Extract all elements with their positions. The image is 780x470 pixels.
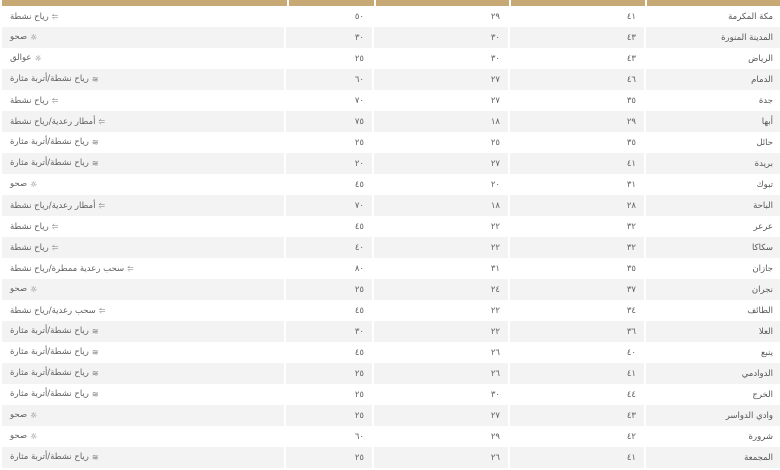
- table-row: [1, 363, 780, 384]
- table-row: [1, 447, 780, 468]
- table-row: [1, 111, 780, 132]
- sun-icon: ☼: [30, 179, 38, 189]
- weather-state: [10, 32, 37, 42]
- sun-icon: ☼: [30, 410, 38, 420]
- thunder-wind-icon: ⥢: [127, 263, 134, 273]
- city-cell: نجران: [645, 279, 780, 300]
- humidity-cell: ٨٠: [285, 258, 373, 279]
- table-header-bar: [0, 0, 780, 6]
- min-temp-cell: ٢٧: [373, 69, 509, 90]
- humidity-cell: ٤٥: [285, 216, 373, 237]
- max-temp-cell: ٢٨: [509, 195, 645, 216]
- city-cell: وادي الدواسر: [645, 405, 780, 426]
- max-temp-cell: ٤١: [509, 153, 645, 174]
- humidity-cell: ٤٠: [285, 237, 373, 258]
- min-temp-cell: ٢٢: [373, 321, 509, 342]
- humidity-cell: ٢٠: [285, 153, 373, 174]
- sun-icon: ☼: [34, 53, 42, 63]
- city-cell: الرياض: [645, 48, 780, 69]
- table-row: [1, 426, 780, 447]
- weather-state: [10, 137, 99, 147]
- sun-icon: ☼: [30, 284, 38, 294]
- dust-icon: ≋: [91, 368, 99, 378]
- weather-state: [10, 368, 99, 378]
- sun-icon: ☼: [30, 431, 38, 441]
- weather-state-cell: [1, 48, 285, 69]
- humidity-cell: ٤٥: [285, 174, 373, 195]
- table-row: [1, 69, 780, 90]
- humidity-cell: ٦٠: [285, 426, 373, 447]
- min-temp-cell: ٢٢: [373, 300, 509, 321]
- max-temp-cell: ٤١: [509, 447, 645, 468]
- weather-state-cell: [1, 237, 285, 258]
- weather-state-cell: [1, 363, 285, 384]
- max-temp-cell: ٤٣: [509, 48, 645, 69]
- weather-state: [10, 74, 99, 84]
- table-row: [1, 195, 780, 216]
- weather-state: [10, 96, 58, 106]
- table-row: [1, 258, 780, 279]
- max-temp-cell: ٤٣: [509, 27, 645, 48]
- weather-state-label: رياح نشطة: [10, 11, 49, 22]
- min-temp-cell: ٢٩: [373, 426, 509, 447]
- humidity-cell: ٤٥: [285, 342, 373, 363]
- table-row: [1, 6, 780, 27]
- humidity-cell: ٤٥: [285, 300, 373, 321]
- humidity-cell: ٥٠: [285, 6, 373, 27]
- humidity-cell: ٧٠: [285, 90, 373, 111]
- weather-state: [10, 410, 37, 420]
- dust-icon: ≋: [91, 137, 99, 147]
- humidity-cell: ٢٥: [285, 48, 373, 69]
- min-temp-cell: ١٨: [373, 195, 509, 216]
- weather-state: [10, 284, 37, 294]
- city-cell: عرعر: [645, 216, 780, 237]
- dust-icon: ≋: [91, 158, 99, 168]
- city-cell: الطائف: [645, 300, 780, 321]
- weather-state: [10, 326, 99, 336]
- table-row: [1, 90, 780, 111]
- weather-state-label: رياح نشطة/أتربة مثارة: [10, 368, 89, 379]
- city-cell: جدة: [645, 90, 780, 111]
- table-row: [1, 27, 780, 48]
- city-cell: العلا: [645, 321, 780, 342]
- table-row: [1, 405, 780, 426]
- weather-state-label: رياح نشطة/أتربة مثارة: [10, 137, 89, 148]
- table-row: [1, 279, 780, 300]
- min-temp-cell: ٢٦: [373, 342, 509, 363]
- min-temp-cell: ٣١: [373, 258, 509, 279]
- weather-state-cell: [1, 27, 285, 48]
- weather-state-label: رياح نشطة: [10, 95, 49, 106]
- max-temp-cell: ٣٢: [509, 237, 645, 258]
- min-temp-cell: ٣٠: [373, 384, 509, 405]
- humidity-cell: ٣٠: [285, 321, 373, 342]
- weather-state-cell: [1, 447, 285, 468]
- wind-icon: ⥢: [51, 242, 59, 252]
- city-cell: حائل: [645, 132, 780, 153]
- weather-state: [10, 222, 58, 232]
- table-row: [1, 132, 780, 153]
- min-temp-cell: ٣٠: [373, 27, 509, 48]
- max-temp-cell: ٣٢: [509, 216, 645, 237]
- city-cell: الدمام: [645, 69, 780, 90]
- min-temp-cell: ٢٧: [373, 153, 509, 174]
- min-temp-cell: ٢٥: [373, 132, 509, 153]
- humidity-cell: ٣٠: [285, 27, 373, 48]
- table-row: [1, 153, 780, 174]
- max-temp-cell: ٣٥: [509, 132, 645, 153]
- thunder-wind-icon: ⥢: [98, 116, 105, 126]
- min-temp-cell: ٢٢: [373, 216, 509, 237]
- humidity-cell: ٢٥: [285, 132, 373, 153]
- weather-state-label: صحو: [10, 284, 28, 295]
- max-temp-cell: ٤٣: [509, 405, 645, 426]
- city-cell: ينبع: [645, 342, 780, 363]
- city-cell: أبها: [645, 111, 780, 132]
- weather-state-cell: [1, 426, 285, 447]
- header-cell-state: [2, 0, 287, 6]
- weather-state-cell: [1, 279, 285, 300]
- weather-state-cell: [1, 90, 285, 111]
- max-temp-cell: ٤١: [509, 363, 645, 384]
- weather-state-label: رياح نشطة/أتربة مثارة: [10, 158, 89, 169]
- table-row: [1, 384, 780, 405]
- min-temp-cell: ١٨: [373, 111, 509, 132]
- header-cell-city: [647, 0, 780, 6]
- sun-icon: ☼: [30, 32, 38, 42]
- wind-icon: ⥢: [51, 221, 59, 231]
- city-cell: المجمعة: [645, 447, 780, 468]
- max-temp-cell: ٤٢: [509, 426, 645, 447]
- table-row: [1, 216, 780, 237]
- weather-state: [10, 243, 58, 253]
- city-cell: تبوك: [645, 174, 780, 195]
- weather-table-body: [1, 6, 780, 468]
- weather-state: [10, 347, 99, 357]
- weather-state-cell: [1, 216, 285, 237]
- min-temp-cell: ٢٧: [373, 405, 509, 426]
- humidity-cell: ٢٥: [285, 384, 373, 405]
- table-row: [1, 237, 780, 258]
- header-cell-max: [511, 0, 644, 6]
- weather-state-label: أمطار رعدية/رياح نشطة: [10, 116, 96, 127]
- weather-state: [10, 179, 37, 189]
- weather-state-label: رياح نشطة/أتربة مثارة: [10, 326, 89, 337]
- max-temp-cell: ٣٥: [509, 90, 645, 111]
- min-temp-cell: ٢٤: [373, 279, 509, 300]
- max-temp-cell: ٣٧: [509, 279, 645, 300]
- weather-state: [10, 158, 99, 168]
- weather-state-label: صحو: [10, 32, 28, 43]
- thunder-wind-icon: ⥢: [98, 200, 105, 210]
- weather-state-cell: [1, 300, 285, 321]
- dust-icon: ≋: [91, 326, 99, 336]
- header-cell-min: [376, 0, 509, 6]
- weather-state-label: سحب رعدية ممطرة/رياح نشطة: [10, 263, 125, 274]
- dust-icon: ≋: [91, 452, 99, 462]
- min-temp-cell: ٣٠: [373, 48, 509, 69]
- table-row: [1, 321, 780, 342]
- min-temp-cell: ٢٩: [373, 6, 509, 27]
- min-temp-cell: ٢٠: [373, 174, 509, 195]
- humidity-cell: ٧٠: [285, 195, 373, 216]
- weather-state: [10, 389, 99, 399]
- city-cell: المدينة المنورة: [645, 27, 780, 48]
- max-temp-cell: ٣٤: [509, 300, 645, 321]
- table-row: [1, 342, 780, 363]
- min-temp-cell: ٢٦: [373, 447, 509, 468]
- thunder-wind-icon: ⥢: [98, 305, 106, 315]
- weather-state-cell: [1, 174, 285, 195]
- weather-state: [10, 431, 37, 441]
- weather-state-cell: [1, 321, 285, 342]
- dust-icon: ≋: [91, 347, 99, 357]
- weather-state-cell: [1, 132, 285, 153]
- weather-state-label: صحو: [10, 410, 28, 421]
- humidity-cell: ٢٥: [285, 405, 373, 426]
- humidity-cell: ٢٥: [285, 279, 373, 300]
- max-temp-cell: ٣٥: [509, 258, 645, 279]
- max-temp-cell: ٢٩: [509, 111, 645, 132]
- weather-state-label: صحو: [10, 179, 28, 190]
- max-temp-cell: ٤٠: [509, 342, 645, 363]
- city-cell: الخرج: [645, 384, 780, 405]
- weather-state: [10, 117, 105, 127]
- max-temp-cell: ٤٦: [509, 69, 645, 90]
- weather-state-label: رياح نشطة/أتربة مثارة: [10, 452, 89, 463]
- weather-state-cell: [1, 384, 285, 405]
- weather-state-label: رياح نشطة: [10, 221, 49, 232]
- humidity-cell: ٧٥: [285, 111, 373, 132]
- weather-state: [10, 12, 58, 22]
- city-cell: الدوادمي: [645, 363, 780, 384]
- city-cell: مكة المكرمة: [645, 6, 780, 27]
- weather-state-cell: [1, 6, 285, 27]
- weather-table: [0, 6, 780, 468]
- max-temp-cell: ٤٤: [509, 384, 645, 405]
- city-cell: الباحة: [645, 195, 780, 216]
- min-temp-cell: ٢٧: [373, 90, 509, 111]
- max-temp-cell: ٣٦: [509, 321, 645, 342]
- weather-state-label: عوالق: [10, 53, 32, 64]
- weather-state-cell: [1, 405, 285, 426]
- weather-state-label: سحب رعدية/رياح نشطة: [10, 305, 96, 316]
- dust-icon: ≋: [91, 74, 99, 84]
- weather-state-label: رياح نشطة/أتربة مثارة: [10, 74, 89, 85]
- weather-state-cell: [1, 69, 285, 90]
- max-temp-cell: ٤١: [509, 6, 645, 27]
- city-cell: سكاكا: [645, 237, 780, 258]
- weather-state-label: رياح نشطة/أتربة مثارة: [10, 389, 89, 400]
- wind-icon: ⥢: [51, 95, 59, 105]
- weather-state: [10, 452, 99, 462]
- weather-state: [10, 201, 105, 211]
- weather-state-cell: [1, 342, 285, 363]
- min-temp-cell: ٢٦: [373, 363, 509, 384]
- wind-icon: ⥢: [51, 11, 59, 21]
- header-cell-humidity: [289, 0, 375, 6]
- table-row: [1, 174, 780, 195]
- weather-state: [10, 264, 134, 274]
- humidity-cell: ٢٥: [285, 363, 373, 384]
- dust-icon: ≋: [91, 389, 99, 399]
- weather-state-label: رياح نشطة/أتربة مثارة: [10, 347, 89, 358]
- humidity-cell: ٢٥: [285, 447, 373, 468]
- weather-state: [10, 53, 42, 63]
- weather-state-cell: [1, 153, 285, 174]
- weather-state-cell: [1, 258, 285, 279]
- table-row: [1, 48, 780, 69]
- weather-state-label: أمطار رعدية/رياح نشطة: [10, 200, 96, 211]
- table-row: [1, 300, 780, 321]
- city-cell: بريدة: [645, 153, 780, 174]
- humidity-cell: ٦٠: [285, 69, 373, 90]
- weather-state-label: صحو: [10, 431, 28, 442]
- weather-state-label: رياح نشطة: [10, 242, 49, 253]
- max-temp-cell: ٣١: [509, 174, 645, 195]
- city-cell: جازان: [645, 258, 780, 279]
- weather-state: [10, 306, 105, 316]
- min-temp-cell: ٢٢: [373, 237, 509, 258]
- weather-state-cell: [1, 195, 285, 216]
- city-cell: شرورة: [645, 426, 780, 447]
- weather-state-cell: [1, 111, 285, 132]
